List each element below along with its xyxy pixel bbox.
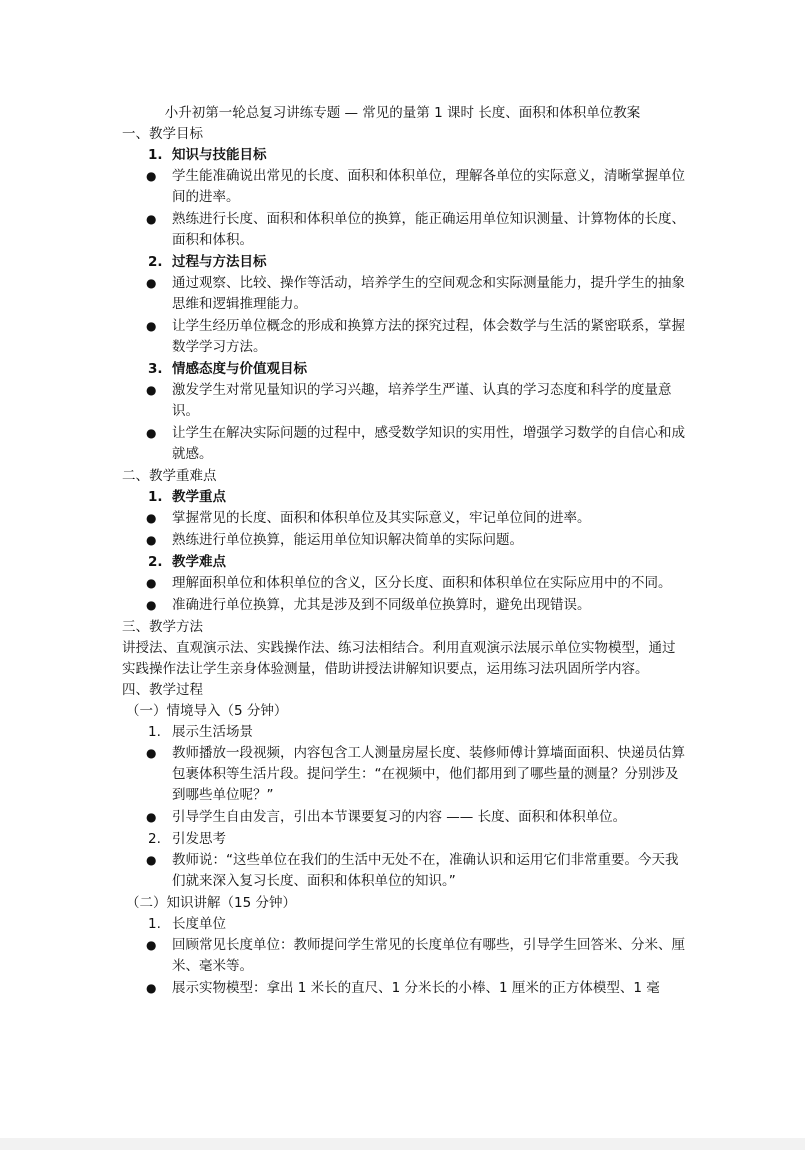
bullet-item bbox=[122, 316, 687, 358]
bullet-item bbox=[122, 807, 687, 828]
bullet-item bbox=[122, 273, 687, 315]
bullet-item bbox=[122, 380, 687, 422]
bullet-item bbox=[122, 978, 687, 999]
bullet-dot-icon: ● bbox=[146, 853, 157, 867]
bullet-text: 熟练进行长度、面积和体积单位的换算，能正确运用单位知识测量、计算物体的长度、面积和体积。 bbox=[172, 211, 685, 248]
list-number: 1. bbox=[148, 916, 161, 932]
document-body bbox=[122, 103, 687, 1000]
numbered-heading bbox=[122, 914, 687, 935]
bullet-dot-icon: ● bbox=[146, 598, 157, 612]
bullet-text: 准确进行单位换算，尤其是涉及到不同级单位换算时，避免出现错误。 bbox=[172, 597, 591, 613]
numbered-heading bbox=[122, 252, 687, 273]
bullet-text: 让学生在解决实际问题的过程中，感受数学知识的实用性，增强学习数学的自信心和成就感。 bbox=[172, 425, 685, 462]
bullet-text: 教师播放一段视频，内容包含工人测量房屋长度、装修师傅计算墙面面积、快递员估算包裹体积等生活片段。提问学生：“在视频中，他们都用到了哪些量的测量？分别涉及到哪些单位呢？” bbox=[172, 745, 685, 803]
bullet-text: 通过观察、比较、操作等活动，培养学生的空间观念和实际测量能力，提升学生的抽象思维和逻辑推理能力。 bbox=[172, 275, 685, 312]
list-number: 2. bbox=[148, 554, 163, 570]
bullet-item bbox=[122, 595, 687, 616]
bullet-dot-icon: ● bbox=[146, 810, 157, 824]
bullet-item bbox=[122, 573, 687, 594]
bullet-text: 激发学生对常见量知识的学习兴趣，培养学生严谨、认真的学习态度和科学的度量意识。 bbox=[172, 382, 672, 419]
bullet-item bbox=[122, 209, 687, 251]
list-number: 1. bbox=[148, 724, 161, 740]
numbered-heading bbox=[122, 487, 687, 508]
section-heading: 三、教学方法 bbox=[122, 619, 203, 635]
bullet-item bbox=[122, 166, 687, 208]
subsection-heading: （一）情境导入（5 分钟） bbox=[126, 703, 288, 719]
numbered-heading bbox=[122, 829, 687, 850]
list-number: 2. bbox=[148, 254, 163, 270]
section-heading: 一、教学目标 bbox=[122, 126, 203, 142]
numbered-heading-text: 过程与方法目标 bbox=[172, 254, 267, 270]
bullet-text: 掌握常见的长度、面积和体积单位及其实际意义，牢记单位间的进率。 bbox=[172, 510, 591, 526]
bullet-dot-icon: ● bbox=[146, 319, 157, 333]
section-heading: 二、教学重难点 bbox=[122, 468, 217, 484]
numbered-heading-text: 展示生活场景 bbox=[172, 724, 253, 740]
numbered-heading bbox=[122, 722, 687, 743]
bullet-dot-icon: ● bbox=[146, 169, 157, 183]
numbered-heading-text: 长度单位 bbox=[172, 916, 226, 932]
bullet-text: 展示实物模型：拿出 1 米长的直尺、1 分米长的小棒、1 厘米的正方体模型、1 毫 bbox=[172, 980, 660, 996]
numbered-heading-text: 情感态度与价值观目标 bbox=[172, 361, 307, 377]
numbered-heading-text: 知识与技能目标 bbox=[172, 147, 267, 163]
list-number: 2. bbox=[148, 831, 161, 847]
bullet-dot-icon: ● bbox=[146, 383, 157, 397]
bullet-item bbox=[122, 508, 687, 529]
numbered-heading bbox=[122, 552, 687, 573]
numbered-heading-text: 教学难点 bbox=[172, 554, 226, 570]
bullet-text: 回顾常见长度单位：教师提问学生常见的长度单位有哪些，引导学生回答米、分米、厘米、毫米等。 bbox=[172, 937, 685, 974]
bullet-dot-icon: ● bbox=[146, 576, 157, 590]
bullet-item bbox=[122, 423, 687, 465]
bullet-item bbox=[122, 530, 687, 551]
bullet-item bbox=[122, 850, 687, 892]
paragraph: 讲授法、直观演示法、实践操作法、练习法相结合。利用直观演示法展示单位实物模型，通过实践操作法让学生亲身体验测量，借助讲授法讲解知识要点，运用练习法巩固所学内容。 bbox=[122, 640, 676, 677]
numbered-heading-text: 教学重点 bbox=[172, 489, 226, 505]
section-heading: 四、教学过程 bbox=[122, 682, 203, 698]
bullet-item bbox=[122, 935, 687, 977]
bullet-dot-icon: ● bbox=[146, 981, 157, 995]
bullet-item bbox=[122, 743, 687, 806]
bullet-dot-icon: ● bbox=[146, 511, 157, 525]
list-number: 3. bbox=[148, 361, 163, 377]
numbered-heading-text: 引发思考 bbox=[172, 831, 226, 847]
bullet-text: 引导学生自由发言，引出本节课要复习的内容 —— 长度、面积和体积单位。 bbox=[172, 809, 627, 825]
document-title: 小升初第一轮总复习讲练专题 — 常见的量第 1 课时 长度、面积和体积单位教案 bbox=[164, 105, 641, 121]
numbered-heading bbox=[122, 145, 687, 166]
bullet-dot-icon: ● bbox=[146, 938, 157, 952]
bullet-text: 教师说：“这些单位在我们的生活中无处不在，准确认识和运用它们非常重要。今天我们就来深入复习长度、面积和体积单位的知识。” bbox=[172, 852, 679, 889]
list-number: 1. bbox=[148, 489, 163, 505]
bullet-dot-icon: ● bbox=[146, 276, 157, 290]
bullet-text: 理解面积单位和体积单位的含义，区分长度、面积和体积单位在实际应用中的不同。 bbox=[172, 575, 672, 591]
bullet-dot-icon: ● bbox=[146, 533, 157, 547]
bullet-text: 让学生经历单位概念的形成和换算方法的探究过程，体会数学与生活的紧密联系，掌握数学学习方法。 bbox=[172, 318, 685, 355]
list-number: 1. bbox=[148, 147, 163, 163]
bullet-dot-icon: ● bbox=[146, 212, 157, 226]
numbered-heading bbox=[122, 359, 687, 380]
bullet-dot-icon: ● bbox=[146, 746, 157, 760]
bullet-text: 熟练进行单位换算，能运用单位知识解决简单的实际问题。 bbox=[172, 532, 523, 548]
subsection-heading: （二）知识讲解（15 分钟） bbox=[126, 895, 296, 911]
bullet-text: 学生能准确说出常见的长度、面积和体积单位，理解各单位的实际意义，清晰掌握单位间的进率。 bbox=[172, 168, 685, 205]
bullet-dot-icon: ● bbox=[146, 426, 157, 440]
